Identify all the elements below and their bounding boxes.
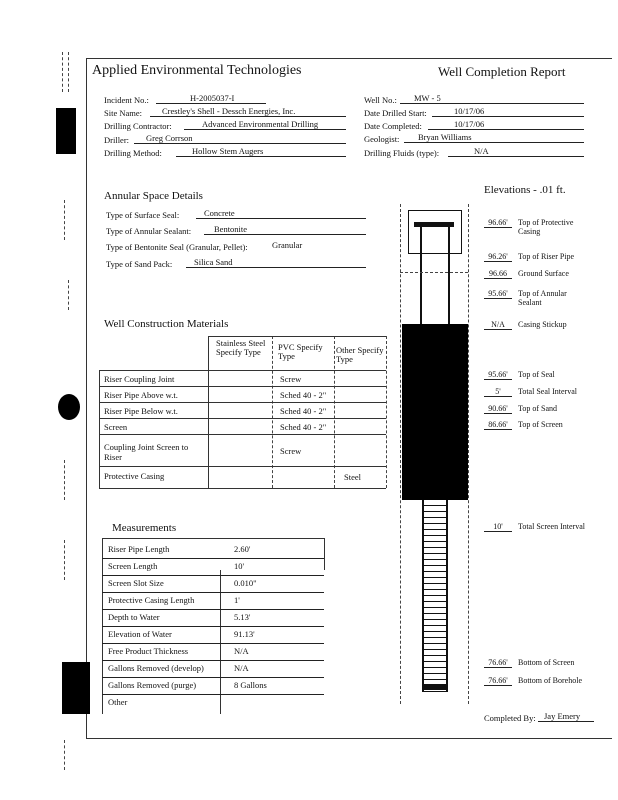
- elevation-item: [484, 387, 577, 397]
- elevation-value: 5': [484, 387, 512, 397]
- elevation-label: Top of Sand: [518, 404, 557, 413]
- measurement-label: Riser Pipe Length: [108, 544, 170, 554]
- elevation-item: [484, 522, 585, 532]
- table-line: [324, 538, 325, 570]
- margin-mark: [64, 740, 65, 770]
- measurement-value: 10': [234, 561, 245, 571]
- binder-tab-top: [56, 108, 76, 154]
- measurement-label: Screen Length: [108, 561, 158, 571]
- elevation-value: 95.66': [484, 370, 512, 380]
- construction-row-pvc: Sched 40 - 2": [280, 390, 327, 400]
- construction-row-label: Screen: [104, 422, 128, 432]
- measurement-row: [102, 541, 324, 559]
- annular-row-value: Granular: [272, 240, 303, 250]
- elevation-label: Total Screen Interval: [518, 522, 585, 531]
- frame-top: [86, 58, 612, 59]
- borehole-wall-left: [400, 204, 401, 704]
- driller-value: Greg Corrson: [134, 133, 346, 144]
- margin-mark: [62, 52, 63, 92]
- table-line: [99, 402, 386, 403]
- binder-hole: [58, 394, 80, 420]
- elevation-value: N/A: [484, 320, 512, 330]
- elevation-value: 96.26': [484, 252, 512, 262]
- contractor-label: Drilling Contractor:: [104, 121, 172, 131]
- table-line: [99, 488, 386, 489]
- measurement-value: 2.60': [234, 544, 251, 554]
- construction-header-other: Other Specify Type: [336, 345, 384, 364]
- measurement-row: [102, 677, 324, 695]
- measurement-label: Gallons Removed (purge): [108, 680, 197, 690]
- table-line: [102, 538, 324, 539]
- completed-date-value: 10/17/06: [428, 119, 584, 130]
- measurement-label: Gallons Removed (develop): [108, 663, 204, 673]
- completed-by-label: Completed By:: [484, 713, 536, 723]
- measurement-row: [102, 643, 324, 661]
- elevation-label: Top of Riser Pipe: [518, 252, 575, 261]
- table-line: [99, 418, 386, 419]
- well-label: Well No.:: [364, 95, 397, 105]
- measurement-value: 8 Gallons: [234, 680, 267, 690]
- completed-date-label: Date Completed:: [364, 121, 422, 131]
- riser-pipe: [420, 226, 450, 326]
- binder-tab-bottom: [62, 662, 90, 714]
- measurement-label: Elevation of Water: [108, 629, 172, 639]
- annular-title: Annular Space Details: [104, 190, 203, 202]
- elevation-label: Top of Protective Casing: [518, 218, 574, 236]
- elevation-label: Total Seal Interval: [518, 387, 577, 396]
- elevation-item: [484, 676, 582, 686]
- driller-label: Driller:: [104, 135, 130, 145]
- elevation-label: Top of Seal: [518, 370, 555, 379]
- elevation-label: Bottom of Screen: [518, 658, 575, 667]
- margin-mark: [68, 280, 69, 310]
- fluids-label: Drilling Fluids (type):: [364, 148, 440, 158]
- measurement-value: 5.13': [234, 612, 251, 622]
- elevation-label: Top of Screen: [518, 420, 563, 429]
- contractor-value: Advanced Environmental Drilling: [184, 119, 346, 130]
- annular-row-value: Silica Sand: [186, 257, 366, 268]
- well-diagram: [396, 196, 476, 706]
- started-value: 10/17/06: [432, 106, 584, 117]
- measurement-label: Protective Casing Length: [108, 595, 195, 605]
- well-screen: [422, 500, 448, 692]
- measurement-label: Free Product Thickness: [108, 646, 189, 656]
- frame-left: [86, 58, 87, 738]
- method-value: Hollow Stem Augers: [176, 146, 346, 157]
- elevation-value: 76.66': [484, 658, 512, 668]
- elevation-label: Bottom of Borehole: [518, 676, 582, 685]
- elevation-value: 76.66': [484, 676, 512, 686]
- completed-by-value: Jay Emery: [538, 711, 594, 722]
- construction-row-other: Steel: [344, 472, 361, 482]
- company-name: Applied Environmental Technologies: [92, 63, 302, 78]
- construction-row-label: Riser Pipe Above w.t.: [104, 390, 178, 400]
- geologist-value: Bryan Williams: [404, 132, 584, 143]
- measurement-row: [102, 592, 324, 610]
- annular-seal: [402, 324, 468, 500]
- geologist-label: Geologist:: [364, 134, 400, 144]
- elevation-item: [484, 289, 576, 307]
- elevation-value: 10': [484, 522, 512, 532]
- measurement-value: N/A: [234, 646, 249, 656]
- elevation-item: [484, 218, 578, 236]
- construction-row-label: Riser Pipe Below w.t.: [104, 406, 178, 416]
- measurement-value: N/A: [234, 663, 249, 673]
- elevation-value: 96.66: [484, 269, 512, 279]
- construction-header-pvc: PVC Specify Type: [278, 342, 323, 361]
- measurement-row: [102, 660, 324, 678]
- construction-row-pvc: Screw: [280, 446, 302, 456]
- elevation-label: Ground Surface: [518, 269, 569, 278]
- elevation-label: Top of Annular Sealant: [518, 289, 567, 307]
- method-label: Drilling Method:: [104, 148, 162, 158]
- elevation-item: [484, 269, 569, 279]
- construction-row-pvc: Sched 40 - 2": [280, 422, 327, 432]
- frame-bottom: [86, 738, 612, 739]
- elevation-value: 96.66': [484, 218, 512, 228]
- elevation-item: [484, 658, 574, 668]
- table-line: [99, 386, 386, 387]
- fluids-value: N/A: [448, 146, 584, 157]
- report-title: Well Completion Report: [438, 64, 566, 79]
- measurement-row: [102, 575, 324, 593]
- measurement-row: [102, 694, 324, 711]
- construction-row-label: Protective Casing: [104, 471, 165, 481]
- margin-mark: [68, 52, 69, 92]
- construction-row-pvc: Screw: [280, 374, 302, 384]
- table-line: [99, 370, 100, 488]
- elevation-item: [484, 252, 574, 262]
- table-line: [386, 336, 387, 488]
- elevation-item: [484, 320, 567, 330]
- margin-mark: [64, 460, 65, 500]
- elevation-value: 95.66': [484, 289, 512, 299]
- measurement-row: [102, 626, 324, 644]
- table-line: [99, 434, 386, 435]
- elevations-title: Elevations - .01 ft.: [484, 184, 566, 196]
- elevation-item: [484, 370, 555, 380]
- table-line: [99, 370, 386, 371]
- construction-row-label: Riser Coupling Joint: [104, 374, 175, 384]
- construction-title: Well Construction Materials: [104, 318, 229, 330]
- table-line: [208, 336, 386, 337]
- site-value: Crestley's Shell - Dessch Energies, Inc.: [150, 106, 346, 117]
- ground-surface: [400, 272, 468, 273]
- measurements-title: Measurements: [112, 522, 177, 534]
- measurement-row: [102, 558, 324, 576]
- measurement-label: Depth to Water: [108, 612, 160, 622]
- margin-mark: [64, 540, 65, 580]
- margin-mark: [64, 200, 65, 240]
- measurement-label: Screen Slot Size: [108, 578, 164, 588]
- construction-header-ss: Stainless Steel Specify Type: [216, 338, 266, 357]
- site-label: Site Name:: [104, 108, 143, 118]
- measurement-value: 91.13': [234, 629, 255, 639]
- incident-label: Incident No.:: [104, 95, 149, 105]
- annular-row-value: Bentonite: [204, 224, 366, 235]
- annular-row-label: Type of Annular Sealant:: [106, 226, 192, 236]
- elevation-value: 86.66': [484, 420, 512, 430]
- construction-row-label: Coupling Joint Screen to Riser: [104, 442, 189, 462]
- annular-row-value: Concrete: [196, 208, 366, 219]
- screen-bottom-plug: [422, 684, 448, 690]
- construction-row-pvc: Sched 40 - 2": [280, 406, 327, 416]
- elevation-value: 90.66': [484, 404, 512, 414]
- elevation-item: [484, 404, 557, 414]
- measurement-label: Other: [108, 697, 128, 707]
- annular-row-label: Type of Sand Pack:: [106, 259, 173, 269]
- measurement-value: 1': [234, 595, 240, 605]
- annular-row-label: Type of Surface Seal:: [106, 210, 180, 220]
- elevation-item: [484, 420, 563, 430]
- elevation-label: Casing Stickup: [518, 320, 567, 329]
- incident-value: H-2005037-I: [156, 93, 266, 104]
- table-line: [99, 466, 386, 467]
- borehole-wall-right: [468, 204, 469, 704]
- started-label: Date Drilled Start:: [364, 108, 427, 118]
- annular-row-label: Type of Bentonite Seal (Granular, Pellet):: [106, 242, 248, 252]
- well-value: MW - 5: [400, 93, 584, 104]
- measurement-row: [102, 609, 324, 627]
- measurement-value: 0.010": [234, 578, 257, 588]
